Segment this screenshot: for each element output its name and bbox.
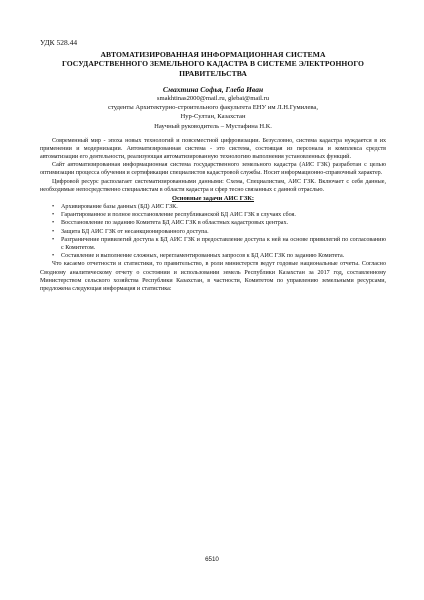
bullet-icon: • [52, 220, 55, 227]
paragraph-resource: Цифровой ресурс располагает систематизированными данными: Схема, Специалистам, АИС ГЗК. Включает с себя данные, необходимые непосредственно специалистам в области кадастра и сфер тесно связанных с данной отраслью. [40, 178, 386, 193]
paper-title [40, 50, 386, 78]
paragraph-intro: Современный мир - эпоха новых технологий и повсеместной цифровизации. Безусловно, система кадастра нуждается в их применении и модернизации. Автоматизированная система - это система, состоящая из персонала и комплекса средств автоматизации его деятельности, реализующая автоматизированную технологию выполнения установленных функций. [40, 137, 386, 160]
affiliation-block [40, 94, 386, 130]
paper-body [40, 137, 386, 294]
paragraph-statistics: Что касаемо отчетности и статистики, то правительство, в роли министерств ведут годовые национальные отчеты. Согласно Сводному аналитическому отчету о состоянии и использовании земель Республики Казахстан за 2017 год, составленному Министерством сельского хозяйства Республики Казахстан, в частности, Комитетом по управлению земельными ресурсами, предложена следующая информация и статистика: [40, 261, 386, 293]
bullet-icon: • [52, 228, 55, 235]
udk-code: УДК 528.44 [40, 38, 78, 47]
bullet-icon: • [52, 253, 55, 260]
authors: Смахтина Софья, Глеба Иван [162, 85, 264, 95]
tasks-list [40, 203, 386, 260]
list-item: • Гарантированное и полное восстановление республиканской БД АИС ГЗК в случаях сбоя. [52, 212, 296, 219]
bullet-icon: • [52, 204, 55, 211]
affiliation-city: Нур-Султан, Казахстан [180, 113, 246, 121]
bullet-icon: • [52, 212, 55, 219]
title-line-3: ПРАВИТЕЛЬСТВА [179, 68, 247, 78]
page-number: 6510 [205, 556, 219, 563]
title-line-1: АВТОМАТИЗИРОВАННАЯ ИНФОРМАЦИОННАЯ СИСТЕМА [100, 50, 326, 59]
list-item: • Архивирование базы данных (БД) АИС ГЗК. [52, 204, 178, 211]
paper-page [40, 38, 386, 293]
author-emails: smakhtinas2000@mail.ru, glebai@mail.ru [156, 95, 270, 103]
list-item: • Защита БД АИС ГЗК от несанкционированного доступа. [52, 228, 209, 235]
affiliation-line: студенты Архитектурно-строительного факультета ЕНУ им Л.Н.Гумилева, [107, 104, 318, 112]
title-line-2: ГОСУДАРСТВЕННОГО ЗЕМЕЛЬНОГО КАДАСТРА В СИСТЕМЕ ЭЛЕКТРОННОГО [62, 59, 364, 69]
list-item: • Составление и выполнение сложных, нерегламентированных запросов к БД АИС ГЗК по заданию Комитета. [52, 253, 345, 260]
section-heading: Основные задачи АИС ГЗК: [171, 195, 255, 203]
list-item: • Разграничение привилегий доступа к БД АИС ГЗК и предоставление доступа к ней на основе привилегий по согласованию с Комитетом. [52, 236, 386, 252]
supervisor: Научный руководитель – Мустафина Н.К. [154, 122, 272, 130]
paragraph-site: Сайт автоматизированная информационная система государственного земельного кадастра (АИС ГЗК) разработан с целью оптимизации процесса обучения и сертификации специалистов кадастровой службы. Носит информационно-справочный характер. [40, 162, 386, 177]
list-item: • Восстановление по заданию Комитета БД АИС ГЗК в областных кадастровых центрах. [52, 220, 289, 227]
bullet-icon: • [52, 236, 55, 243]
